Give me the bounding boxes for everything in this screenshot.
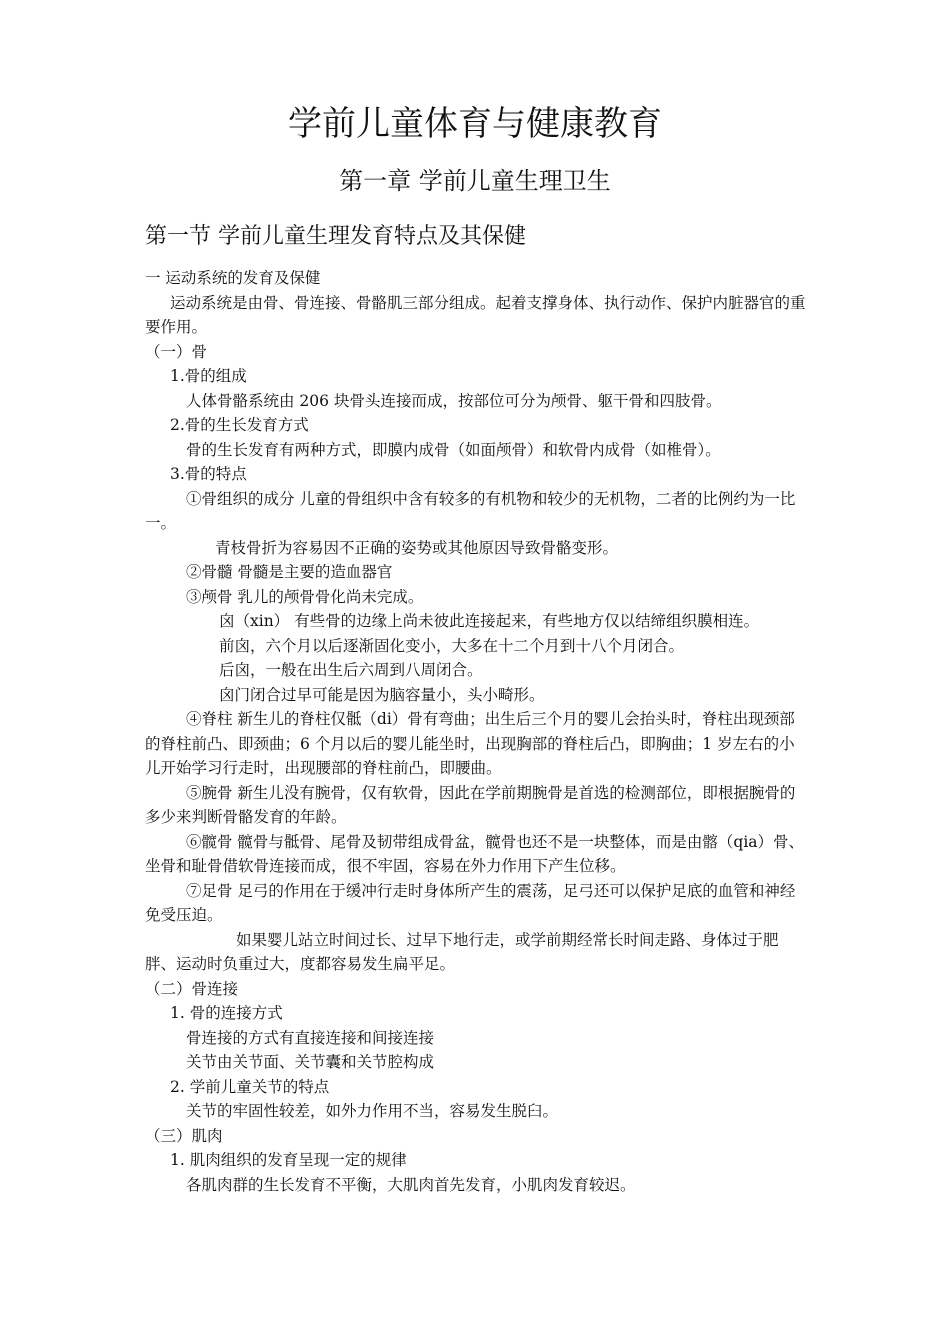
- paragraph: 关节由关节面、关节囊和关节腔构成: [186, 1053, 435, 1071]
- paragraph: ⑦足骨 足弓的作用在于缓冲行走时身体所产生的震荡，足弓还可以保护足底的血管和神经免受压迫。: [145, 881, 796, 924]
- paragraph: 囟门闭合过早可能是因为脑容量小，头小畸形。: [219, 685, 545, 704]
- paragraph: 如果婴儿站立时间过长、过早下地行走，或学前期经常长时间走路、身体过于肥胖、运动时负重过大，度都容易发生扁平足。: [145, 930, 779, 973]
- paragraph: ⑤腕骨 新生儿没有腕骨，仅有软骨，因此在学前期腕骨是首选的检测部位，即根据腕骨的多少来判断骨骼发育的年龄。: [145, 783, 796, 826]
- numbered-heading: 1.骨的组成: [170, 367, 247, 385]
- subheading: （三）肌肉: [145, 1126, 223, 1145]
- subheading: （二）骨连接: [145, 979, 239, 998]
- numbered-heading: 2.骨的生长发育方式: [170, 416, 309, 434]
- section-heading: 第一节 学前儿童生理发育特点及其保健: [145, 224, 526, 249]
- numbered-heading: 1. 骨的连接方式: [170, 1004, 283, 1022]
- document-body: [145, 266, 807, 1197]
- subheading: （一）骨: [145, 342, 208, 361]
- numbered-heading: 2. 学前儿童关节的特点: [170, 1077, 330, 1096]
- paragraph: ②骨髓 骨髓是主要的造血器官: [186, 563, 393, 581]
- paragraph: 各肌肉群的生长发育不平衡，大肌肉首先发育，小肌肉发育较迟。: [186, 1175, 636, 1194]
- paragraph: 骨连接的方式有直接连接和间接连接: [186, 1028, 435, 1047]
- paragraph: 后囟，一般在出生后六周到八周闭合。: [219, 661, 483, 679]
- numbered-heading: 1. 肌肉组织的发育呈现一定的规律: [170, 1151, 407, 1169]
- paragraph: 人体骨骼系统由 206 块骨头连接而成，按部位可分为颅骨、躯干骨和四肢骨。: [186, 391, 722, 410]
- paragraph: 关节的牢固性较差，如外力作用不当，容易发生脱臼。: [186, 1102, 559, 1120]
- paragraph: 囟（xin） 有些骨的边缘上尚未彼此连接起来，有些地方仅以结缔组织膜相连。: [219, 612, 760, 630]
- paragraph: 青枝骨折为容易因不正确的姿势或其他原因导致骨骼变形。: [215, 538, 619, 557]
- paragraph: ⑥髋骨 髋骨与骶骨、尾骨及韧带组成骨盆，髋骨也还不是一块整体，而是由髂（qia）骨、坐骨和耻骨借软骨连接而成，很不牢固，容易在外力作用下产生位移。: [145, 832, 805, 875]
- chapter-heading: 第一章 学前儿童生理卫生: [339, 167, 611, 195]
- paragraph: 骨的生长发育有两种方式，即膜内成骨（如面颅骨）和软骨内成骨（如椎骨）。: [186, 440, 721, 459]
- paragraph: ①骨组织的成分 儿童的骨组织中含有较多的有机物和较少的无机物，二者的比例约为一比一。: [145, 489, 796, 532]
- paragraph: ③颅骨 乳儿的颅骨骨化尚未完成。: [186, 587, 424, 606]
- subsection-heading: 一 运动系统的发育及保健: [145, 269, 321, 287]
- paragraph: ④脊柱 新生儿的脊柱仅骶（di）骨有弯曲；出生后三个月的婴儿会抬头时，脊柱出现颈部的脊柱前凸、即颈曲；6 个月以后的婴儿能坐时，出现胸部的脊柱后凸，即胸曲；1 岁左右的小儿开始学习行走时，出现腰部的脊柱前凸，即腰曲。: [145, 710, 795, 777]
- document-title: 学前儿童体育与健康教育: [288, 104, 662, 144]
- paragraph: 运动系统是由骨、骨连接、骨骼肌三部分组成。起着支撑身体、执行动作、保护内脏器官的重要作用。: [145, 293, 806, 336]
- numbered-heading: 3.骨的特点: [170, 465, 247, 483]
- paragraph: 前囟，六个月以后逐渐固化变小，大多在十二个月到十八个月闭合。: [219, 636, 685, 655]
